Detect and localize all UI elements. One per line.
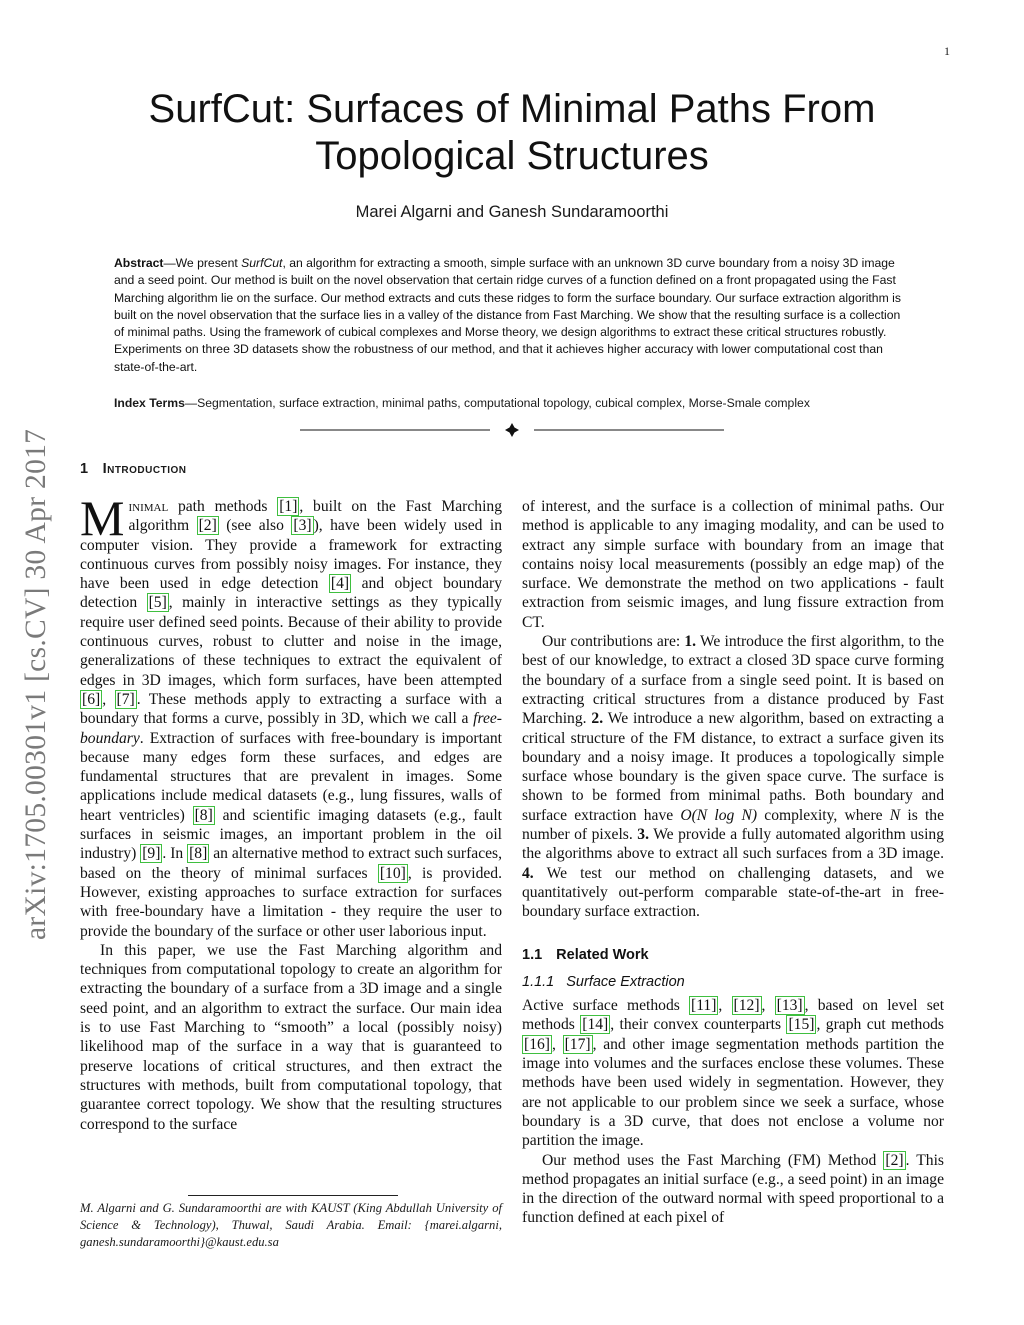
small-caps-lead: inimal	[128, 498, 169, 515]
citation-link[interactable]: [2]	[885, 1151, 904, 1169]
left-column	[80, 490, 503, 1134]
abstract-text-pre: —We present	[163, 256, 242, 270]
text: , mainly in interactive settings as they typically require user defined seed points. Because of their ability to provide continuous curves, robust to clutter and noise in the image, generalizations of these techniques to extract the equivalent of edges in 3D images, which form surfaces, have been attempted	[80, 594, 502, 689]
citation-link[interactable]: [16]	[524, 1035, 550, 1053]
authors: Marei Algarni and Ganesh Sundaramoorthi	[355, 203, 669, 221]
text: complexity, where	[757, 806, 890, 824]
index-terms-label: Index Terms	[114, 396, 185, 410]
subsection-title: Related Work	[556, 946, 649, 963]
related-work-paragraph	[522, 996, 944, 1150]
text: . Extraction of surfaces with free-boundary is important because many edges form these surfaces, and edges are fundamental structures that are prevalent in images. Some applications include medical datasets (e.g., lung fissures, walls of heart ventricles)	[80, 729, 502, 824]
section-number: 1	[80, 461, 89, 477]
footnote-rule	[188, 1195, 398, 1196]
paper-title: SurfCut: Surfaces of Minimal Paths From Topological Structures	[148, 87, 876, 178]
method-name: SurfCut	[241, 256, 283, 270]
citation-link[interactable]: [7]	[116, 690, 135, 708]
text: and object boundary detection	[80, 575, 502, 612]
intro-paragraph-2: In this paper, we use the Fast Marching algorithm and techniques from computational topology to create an algorithm for extracting the boundary of a surface from a 3D image and a single seed point, and an algorithm to extract the surface. Our main idea is to use Fast Marching to “smooth” a local (possibly noisy) likelihood map of the surface in a way that is guaranteed to preserve locations of critical structures, and then extract the structures with methods, built from computational topology, that guarantee correct topology. We show that the resulting structures correspond to the surface	[80, 941, 502, 1133]
footnote: M. Algarni and G. Sundaramoorthi are with KAUST (King Abdullah University of Science & Technology), Thuwal, Saudi Arabia. Email: {marei.algarni, ganesh.sundaramoorthi}@kaust.edu.sa	[80, 1201, 502, 1249]
citation-link[interactable]: [11]	[691, 997, 717, 1015]
citation-link[interactable]: [6]	[82, 690, 101, 708]
citation-link[interactable]: [13]	[776, 997, 803, 1015]
enum-marker: 1.	[684, 633, 697, 651]
text: (see also	[218, 517, 292, 535]
text: , based on level set methods	[522, 997, 945, 1034]
text: and scientific imaging datasets (e.g., fault surfaces in seismic images, an important problem in the oil industry)	[80, 806, 502, 863]
index-terms	[114, 395, 910, 412]
abstract-label: Abstract	[114, 256, 164, 270]
section-divider	[300, 422, 724, 438]
emphasis: free-boundary	[80, 710, 502, 747]
text: Our contributions are:	[542, 633, 685, 651]
subsection-heading	[522, 946, 944, 965]
index-terms-text: —Segmentation, surface extraction, minimal paths, computational topology, cubical complex, Morse-Smale complex	[184, 396, 810, 410]
citation-link[interactable]: [9]	[142, 845, 161, 863]
arxiv-stamp: arXiv:1705.00301v1 [cs.CV] 30 Apr 2017	[20, 428, 52, 940]
text: path methods	[168, 498, 278, 515]
citation-link[interactable]: [8]	[189, 845, 208, 863]
text: , built on the Fast Marching algorithm	[128, 498, 503, 535]
text: Our method uses the Fast Marching (FM) Method	[542, 1151, 884, 1169]
citation-link[interactable]: [12]	[733, 997, 760, 1015]
text: We provide a fully automated algorithm using the algorithms above to extract all such surfaces from a 3D image.	[522, 826, 944, 863]
citation-link[interactable]: [5]	[148, 594, 167, 612]
contributions-paragraph	[522, 632, 944, 921]
enum-marker: 3.	[637, 826, 649, 844]
text: ,	[761, 997, 775, 1015]
section-heading	[80, 461, 187, 477]
citation-link[interactable]: [8]	[194, 806, 213, 824]
citation-link[interactable]: [3]	[293, 517, 312, 535]
citation-link[interactable]: [4]	[330, 575, 350, 593]
text: ,	[102, 690, 115, 708]
subsubsection-number: 1.1.1	[522, 973, 555, 990]
text: ), have been widely used in computer vision. They provide a framework for extracting continuous curves from possibly noisy images. For instance, they have been used in edge detection	[80, 517, 503, 593]
intro-paragraph-3: of interest, and the surface is a collection of minimal paths. Our method is applicable to any imaging modality, and can be used to extract any simple surface with boundary from an image that contains noisy local measurements (possibly an edge map) of the surface. We demonstrate the method on two applications - fault extraction from seismic images, and lung fissure extraction from CT.	[522, 498, 944, 631]
section-title: Introduction	[102, 461, 187, 477]
text: . This method propagates an initial surface (e.g., a seed point) in an image in the direction of the outward normal with speed proportional to a function defined at each pixel of	[522, 1151, 944, 1227]
text: , their convex counterparts	[610, 1016, 787, 1034]
math-complexity: O(N log N)	[680, 806, 758, 824]
citation-link[interactable]: [17]	[564, 1035, 591, 1053]
text: an alternative method to extract such surfaces, based on the theory of minimal surfaces	[80, 845, 503, 882]
citation-link[interactable]: [10]	[379, 864, 406, 882]
text: ,	[718, 997, 732, 1015]
subsubsection-title: Surface Extraction	[566, 973, 685, 990]
citation-link[interactable]: [14]	[582, 1016, 609, 1034]
intro-paragraph-1	[80, 490, 503, 941]
divider-diamond-icon	[505, 423, 519, 437]
right-column	[522, 497, 944, 1228]
subsection-number: 1.1	[522, 946, 543, 963]
citation-link[interactable]: [1]	[279, 498, 298, 515]
text: Active surface methods	[522, 997, 690, 1015]
drop-cap: M	[80, 490, 125, 546]
text: ,	[551, 1035, 563, 1053]
subsubsection-heading	[522, 973, 944, 992]
abstract	[114, 255, 910, 376]
fast-marching-paragraph	[522, 1151, 944, 1228]
math-variable: N	[889, 806, 901, 824]
text: We test our method on challenging datasets, and we quantitatively out-perform comparable state-of-the-art in free-boundary surface extraction.	[522, 864, 944, 921]
text: . These methods apply to extracting a surface with a boundary that forms a curve, possibly in 3D, which we call a	[80, 690, 503, 728]
abstract-text: , an algorithm for extracting a smooth, simple surface with an unknown 3D curve boundary from a noisy 3D image and a seed point. Our method is built on the novel observation that certain ridge curves of a function defined on a front propagated using the Fast Marching algorithm lie on the surface. Our method extracts and cuts these ridges to form the surface boundary. Our surface extraction algorithm is built on the novel observation that the surface lies in a valley of the distance from Fast Marching. We show that the resulting surface is a collection of minimal paths. Using the framework of cubical complexes and Morse theory, we design algorithms to extract these critical structures robustly. Experiments on three 3D datasets show the robustness of our method, and that it achieves higher accuracy with lower computational cost than state-of-the-art.	[114, 256, 901, 374]
text: . In	[162, 845, 188, 863]
text: , is provided. However, existing approaches to surface extraction for surfaces with free-boundary have a limitation - they require the user to provide the boundary of the surface or other user laborious input.	[80, 864, 502, 940]
enum-marker: 4.	[522, 864, 534, 882]
citation-link[interactable]: [15]	[788, 1016, 815, 1034]
enum-marker: 2.	[591, 710, 604, 728]
text: is the number of pixels.	[522, 806, 945, 844]
citation-link[interactable]: [2]	[198, 517, 217, 535]
text: We introduce the first algorithm, to the best of our knowledge, to extract a closed 3D space curve forming the boundary of a surface from a single seed point. It is based on extracting critical structures from a distance produced by Fast Marching.	[522, 633, 945, 728]
text: , and other image segmentation methods partition the image into volumes and the surfaces enclose these volumes. These methods have been used widely in segmentation. However, they are not applicable to our problem since we seek a surface, whose boundary is a 3D curve, that does not enclose a volume nor partition the image.	[522, 1035, 945, 1150]
page-number: 1	[944, 44, 950, 58]
text: We introduce a new algorithm, based on extracting a critical structure of the FM distance, to extract a surface given its boundary and a noisy image. It produces a topologically simple surface whose boundary is the given space curve. The surface is shown to be formed from minimal paths. Both boundary and surface extraction have	[522, 710, 944, 824]
text: , graph cut methods	[816, 1016, 945, 1034]
